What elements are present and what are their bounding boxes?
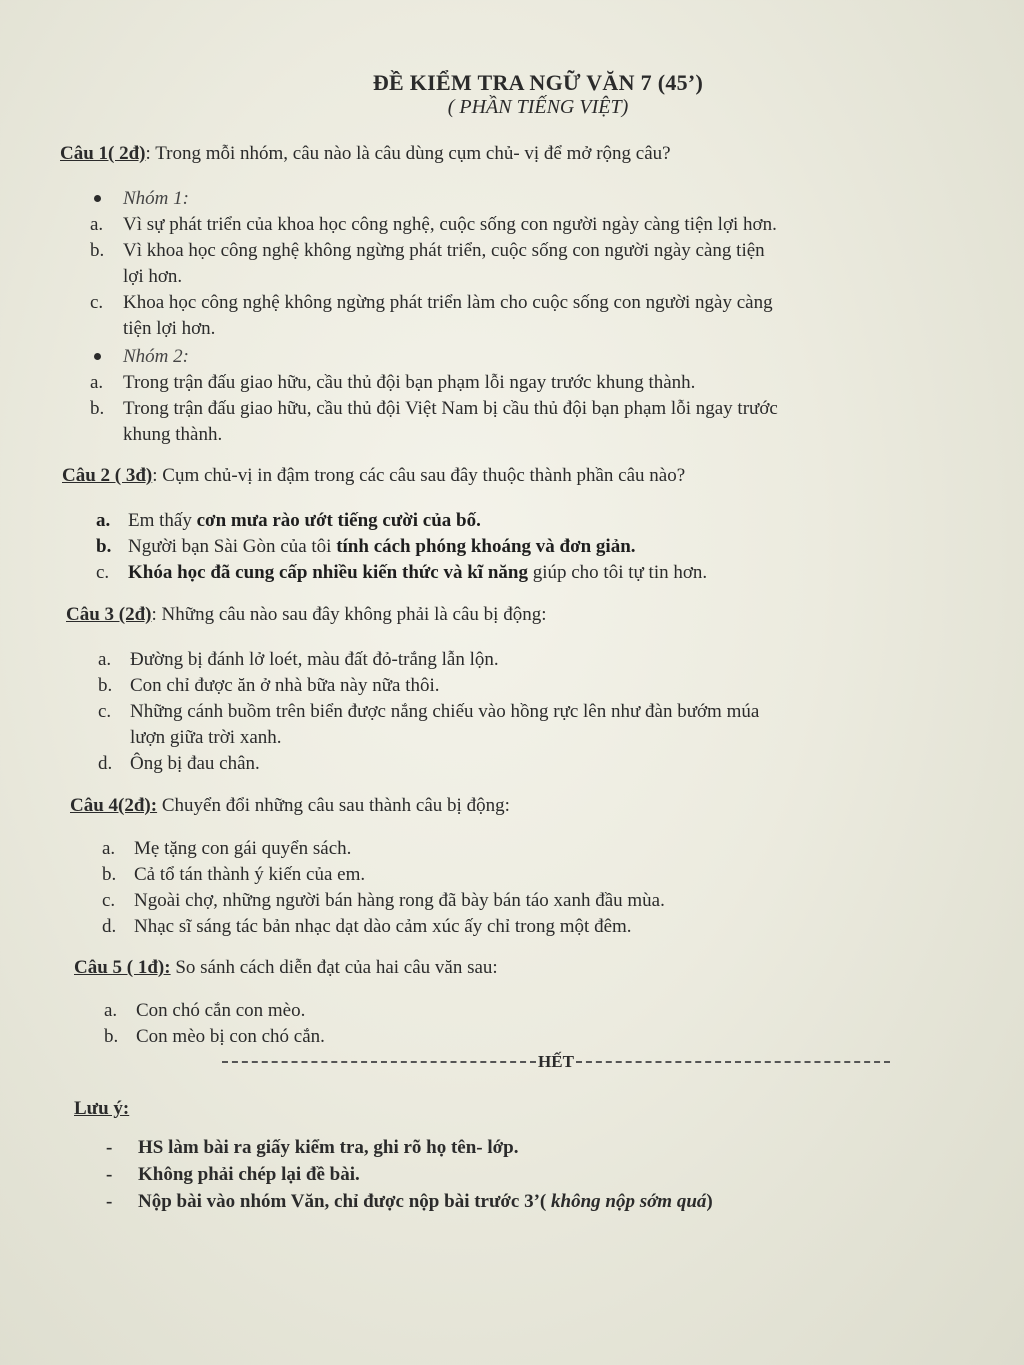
option-marker: a. <box>90 372 104 393</box>
question-5 <box>74 957 1024 979</box>
question-4-label: Câu 4(2đ): <box>70 795 158 816</box>
question-5-label: Câu 5 ( 1đ): <box>74 957 171 978</box>
option-marker: b. <box>96 536 112 557</box>
q1-group2-label: Nhóm 2: <box>123 346 189 367</box>
option-text <box>128 560 707 586</box>
divider-line <box>576 1061 890 1063</box>
note-text: Không phải chép lại đề bài. <box>138 1164 360 1185</box>
option-text: Con mèo bị con chó cắn. <box>136 1026 325 1047</box>
question-1-label: Câu 1( 2đ) <box>60 143 146 164</box>
option-text: Nhạc sĩ sáng tác bản nhạc dạt dào cảm xúc ấy chỉ trong một đêm. <box>134 916 632 937</box>
option-text <box>128 534 636 560</box>
question-1-text: : Trong mỗi nhóm, câu nào là câu dùng cụm chủ- vị để mở rộng câu? <box>145 143 671 164</box>
page-subtitle: ( PHẦN TIẾNG VIỆT) <box>447 96 629 118</box>
option-marker: c. <box>98 701 112 722</box>
divider-line <box>222 1061 536 1063</box>
end-label: HẾT <box>538 1052 574 1071</box>
question-2-label: Câu 2 ( 3đ) <box>62 465 153 486</box>
option-text-cont: lượn giữa trời xanh. <box>130 727 282 748</box>
option-marker: c. <box>102 890 116 911</box>
option-marker: b. <box>102 864 117 885</box>
end-divider <box>222 1052 890 1072</box>
question-3-label: Câu 3 (2đ) <box>66 604 152 625</box>
bullet-icon <box>94 195 101 202</box>
option-marker: a. <box>96 510 111 531</box>
option-marker: d. <box>98 753 113 774</box>
question-1 <box>60 143 1024 165</box>
option-text-bold: cơn mưa rào ướt tiếng cười của bố. <box>196 510 481 531</box>
question-5-text: So sánh cách diễn đạt của hai câu văn sau: <box>170 957 498 978</box>
note-label: Lưu ý: <box>74 1098 130 1119</box>
question-2 <box>62 465 1024 487</box>
question-4-text: Chuyển đổi những câu sau thành câu bị động: <box>157 795 510 816</box>
option-marker: b. <box>98 675 113 696</box>
option-text: Cả tổ tán thành ý kiến của em. <box>134 864 366 885</box>
option-text <box>128 508 481 534</box>
option-marker: a. <box>102 838 116 859</box>
option-marker: a. <box>90 214 104 235</box>
option-text-cont: khung thành. <box>123 424 223 445</box>
option-text-bold: tính cách phóng khoáng và đơn giản. <box>336 536 636 557</box>
dash-marker: - <box>106 1191 113 1212</box>
note-text-close: ) <box>706 1191 713 1212</box>
question-4 <box>70 795 1024 817</box>
option-text: Trong trận đấu giao hữu, cầu thủ đội Việt Nam bị cầu thủ đội bạn phạm lỗi ngay trước <box>123 398 778 419</box>
option-text: Mẹ tặng con gái quyển sách. <box>134 838 352 859</box>
option-marker: c. <box>90 292 104 313</box>
option-marker: c. <box>96 562 110 583</box>
option-marker: a. <box>98 649 112 670</box>
option-text: Vì khoa học công nghệ không ngừng phát triển, cuộc sống con người ngày càng tiện <box>123 240 765 261</box>
option-text: Đường bị đánh lở loét, màu đất đỏ-trắng lẫn lộn. <box>130 649 499 670</box>
option-text-plain: Người bạn Sài Gòn của tôi <box>128 536 337 557</box>
option-text-bold: Khóa học đã cung cấp nhiều kiến thức và kĩ năng <box>128 562 528 583</box>
option-text: Ông bị đau chân. <box>130 753 260 774</box>
option-text: Ngoài chợ, những người bán hàng rong đã bày bán táo xanh đầu mùa. <box>134 890 665 911</box>
page-title: ĐỀ KIỂM TRA NGỮ VĂN 7 (45’) <box>372 70 704 95</box>
option-text-cont: tiện lợi hơn. <box>123 318 216 339</box>
dash-marker: - <box>106 1164 113 1185</box>
dash-marker: - <box>106 1137 113 1158</box>
option-text-plain: giúp cho tôi tự tin hơn. <box>527 562 708 583</box>
option-text: Con chỉ được ăn ở nhà bữa này nữa thôi. <box>130 675 440 696</box>
note-text: HS làm bài ra giấy kiểm tra, ghi rõ họ tên- lớp. <box>138 1137 519 1158</box>
option-text: Con chó cắn con mèo. <box>136 1000 306 1021</box>
bullet-icon <box>94 353 101 360</box>
q1-group1-label: Nhóm 1: <box>123 188 189 209</box>
note-section <box>74 1098 1024 1120</box>
option-marker: b. <box>90 240 105 261</box>
option-text: Trong trận đấu giao hữu, cầu thủ đội bạn phạm lỗi ngay trước khung thành. <box>123 372 696 393</box>
option-text: Khoa học công nghệ không ngừng phát triển làm cho cuộc sống con người ngày càng <box>123 292 773 313</box>
option-text: Vì sự phát triển của khoa học công nghệ, cuộc sống con người ngày càng tiện lợi hơn. <box>123 214 777 235</box>
option-marker: b. <box>104 1026 119 1047</box>
option-text-cont: lợi hơn. <box>123 266 183 287</box>
option-marker: a. <box>104 1000 118 1021</box>
note-text <box>138 1191 713 1213</box>
question-3 <box>66 604 1024 626</box>
question-3-text: : Những câu nào sau đây không phải là câu bị động: <box>151 604 547 625</box>
option-text: Những cánh buồm trên biển được nắng chiếu vào hồng rực lên như đàn bướm múa <box>130 701 760 722</box>
option-marker: b. <box>90 398 105 419</box>
note-text-plain: Nộp bài vào nhóm Văn, chỉ được nộp bài trước 3’( <box>138 1191 551 1212</box>
question-2-text: : Cụm chủ-vị in đậm trong các câu sau đây thuộc thành phần câu nào? <box>152 465 686 486</box>
option-marker: d. <box>102 916 117 937</box>
note-text-italic: không nộp sớm quá <box>551 1191 707 1212</box>
option-text-plain: Em thấy <box>128 510 197 531</box>
